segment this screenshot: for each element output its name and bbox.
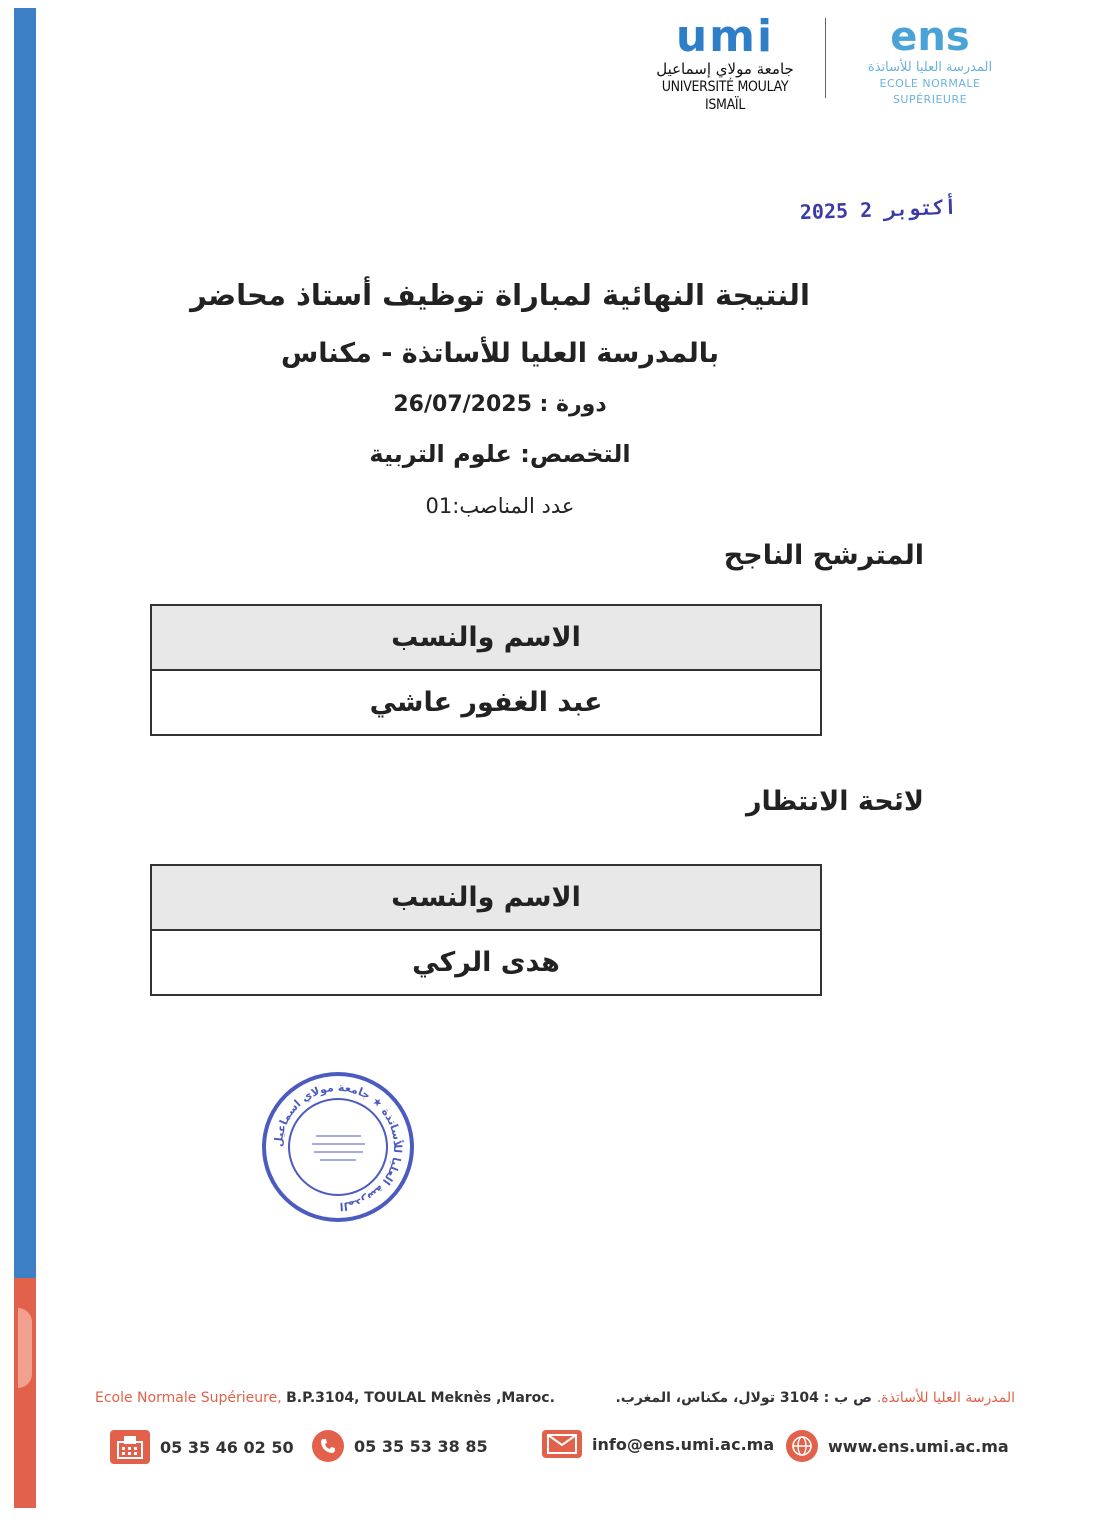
- phone-icon: [312, 1430, 344, 1462]
- email-address[interactable]: info@ens.umi.ac.ma: [592, 1434, 775, 1454]
- side-stripe-red: [14, 1278, 36, 1508]
- positions-count: عدد المناصب:01: [425, 494, 575, 518]
- umi-arabic-name: جامعة مولاي إسماعيل: [656, 60, 794, 78]
- umi-logo: [640, 11, 810, 113]
- page-subtitle: بالمدرسة العليا للأساتذة - مكناس: [280, 338, 720, 369]
- seal-text-ring: [266, 1076, 410, 1218]
- email-contact: [542, 1430, 774, 1458]
- date-stamp: 2025 أكتوبر 2: [799, 194, 957, 225]
- fax-number: 05 35 46 02 50: [160, 1437, 294, 1457]
- official-seal: [262, 1072, 414, 1222]
- seal-outer-text: المدرسة العليا للأساتذة ★ جامعة مولاي اسماعيل: [271, 1080, 405, 1213]
- phone-contact: [312, 1430, 488, 1462]
- footer-ar-name: المدرسة العليا للأساتذة.: [876, 1390, 1015, 1406]
- table-header: الاسم والنسب: [152, 866, 820, 931]
- fax-contact: [110, 1430, 294, 1464]
- waiting-list-table: [150, 864, 822, 996]
- umi-logo-mark: umi: [675, 11, 775, 62]
- footer-ar-address-block: [615, 1390, 1015, 1406]
- successful-table: [150, 604, 822, 736]
- ens-logo-mark: ens: [890, 14, 970, 60]
- svg-text:المدرسة العليا للأساتذة ★ جامع: [272, 1081, 405, 1213]
- umi-french-name: UNIVERSITÉ MOULAY ISMAÏL: [661, 79, 789, 113]
- ens-french-name: ECOLE NORMALE SUPÉRIEURE: [879, 77, 981, 106]
- footer-fr-name: Ecole Normale Supérieure,: [95, 1390, 282, 1406]
- ens-arabic-name: المدرسة العليا للأساتذة: [867, 60, 993, 75]
- waiting-list-heading: لائحة الانتظار: [746, 786, 924, 817]
- footer-ar-address: ص ب : 3104 تولال، مكناس، المغرب.: [615, 1390, 872, 1406]
- footer-contacts: [110, 1426, 1020, 1466]
- footer-fr-address: B.P.3104, TOULAL Meknès ,Maroc.: [286, 1390, 555, 1406]
- page-title: النتيجة النهائية لمباراة توظيف أستاذ محاضر: [190, 278, 810, 312]
- ens-logo: [855, 14, 1005, 104]
- mail-icon: [542, 1430, 582, 1458]
- website-contact: [786, 1430, 1009, 1462]
- successful-heading: المترشح الناجح: [723, 540, 924, 571]
- specialty: التخصص: علوم التربية: [369, 440, 631, 468]
- footer-address: [95, 1390, 1015, 1416]
- side-stripe-blue: [14, 8, 36, 1278]
- table-header: الاسم والنسب: [152, 606, 820, 671]
- table-row: هدى الركي: [412, 947, 560, 978]
- phone-number: 05 35 53 38 85: [354, 1436, 488, 1456]
- logo-divider: [825, 18, 826, 98]
- globe-icon: [786, 1430, 818, 1462]
- table-row: عبد الغفور عاشي: [369, 687, 603, 718]
- fax-icon: [110, 1430, 150, 1464]
- session-date: دورة : 26/07/2025: [393, 392, 607, 417]
- website-url[interactable]: www.ens.umi.ac.ma: [828, 1436, 1009, 1456]
